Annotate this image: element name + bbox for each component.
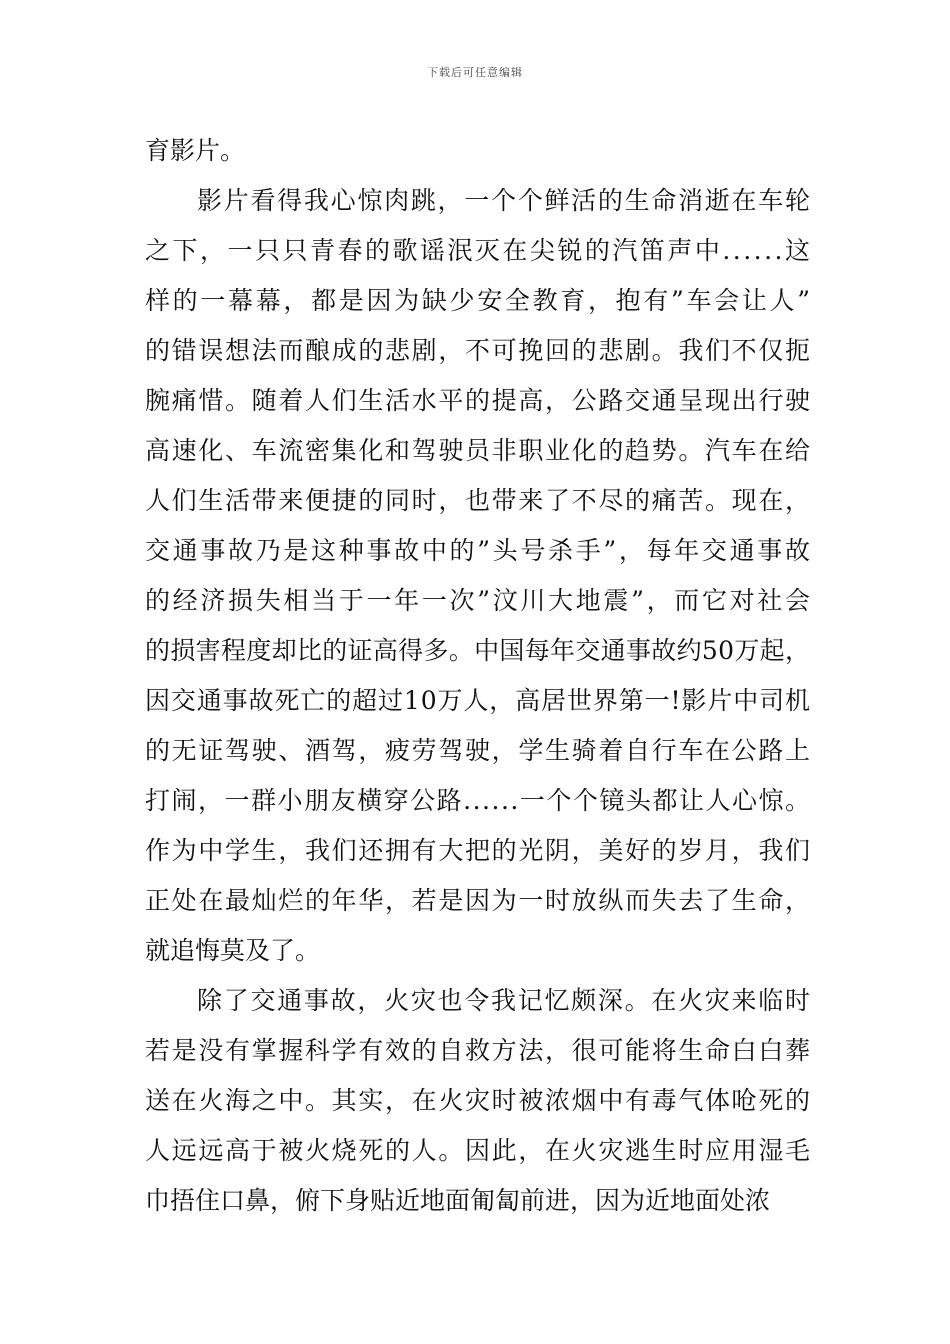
text-line: 交通事故乃是这种事故中的”头号杀手”，每年交通事故 xyxy=(145,536,813,565)
text-line: 之下，一只只青春的歌谣泯灭在尖锐的汽笛声中......这 xyxy=(145,236,813,265)
text-line: 除了交通事故，火灾也令我记忆颇深。在火灾来临时 xyxy=(197,986,812,1015)
text-line: 的无证驾驶、酒驾，疲劳驾驶，学生骑着自行车在公路上 xyxy=(145,736,812,765)
text-line: 的损害程度却比的证高得多。中国每年交通事故约50万起， xyxy=(145,636,811,665)
text-line: 巾捂住口鼻，俯下身贴近地面匍匐前进，因为近地面处浓 xyxy=(145,1186,771,1215)
text-line: 的错误想法而酿成的悲剧，不可挽回的悲剧。我们不仅扼 xyxy=(145,336,812,365)
body-text xyxy=(145,126,813,1226)
text-line: 作为中学生，我们还拥有大把的光阴，美好的岁月，我们 xyxy=(145,836,812,865)
text-line: 因交通事故死亡的超过10万人，高居世界第一!影片中司机 xyxy=(145,686,811,715)
text-line: 若是没有掌握科学有效的自救方法，很可能将生命白白葬 xyxy=(145,1036,812,1065)
text-line: 样的一幕幕，都是因为缺少安全教育，抱有”车会让人” xyxy=(145,286,813,315)
text-line: 就追悔莫及了。 xyxy=(145,936,321,965)
text-line: 送在火海之中。其实，在火灾时被浓烟中有毒气体呛死的 xyxy=(145,1086,812,1115)
text-line: 人们生活带来便捷的同时，也带来了不尽的痛苦。现在， xyxy=(145,486,812,515)
text-line: 影片看得我心惊肉跳，一个个鲜活的生命消逝在车轮 xyxy=(197,186,812,215)
text-line: 打闹，一群小朋友横穿公路......一个个镜头都让人心惊。 xyxy=(145,786,812,815)
text-line: 腕痛惜。随着人们生活水平的提高，公路交通呈现出行驶 xyxy=(145,386,812,415)
page-header: 下载后可任意编辑 xyxy=(427,66,523,79)
text-line: 高速化、车流密集化和驾驶员非职业化的趋势。汽车在给 xyxy=(145,436,812,465)
text-line: 育影片。 xyxy=(145,136,246,165)
text-line: 人远远高于被火烧死的人。因此，在火灾逃生时应用湿毛 xyxy=(145,1136,812,1165)
text-line: 的经济损失相当于一年一次”汶川大地震”，而它对社会 xyxy=(145,586,813,615)
text-line: 正处在最灿烂的年华，若是因为一时放纵而失去了生命， xyxy=(145,886,812,915)
